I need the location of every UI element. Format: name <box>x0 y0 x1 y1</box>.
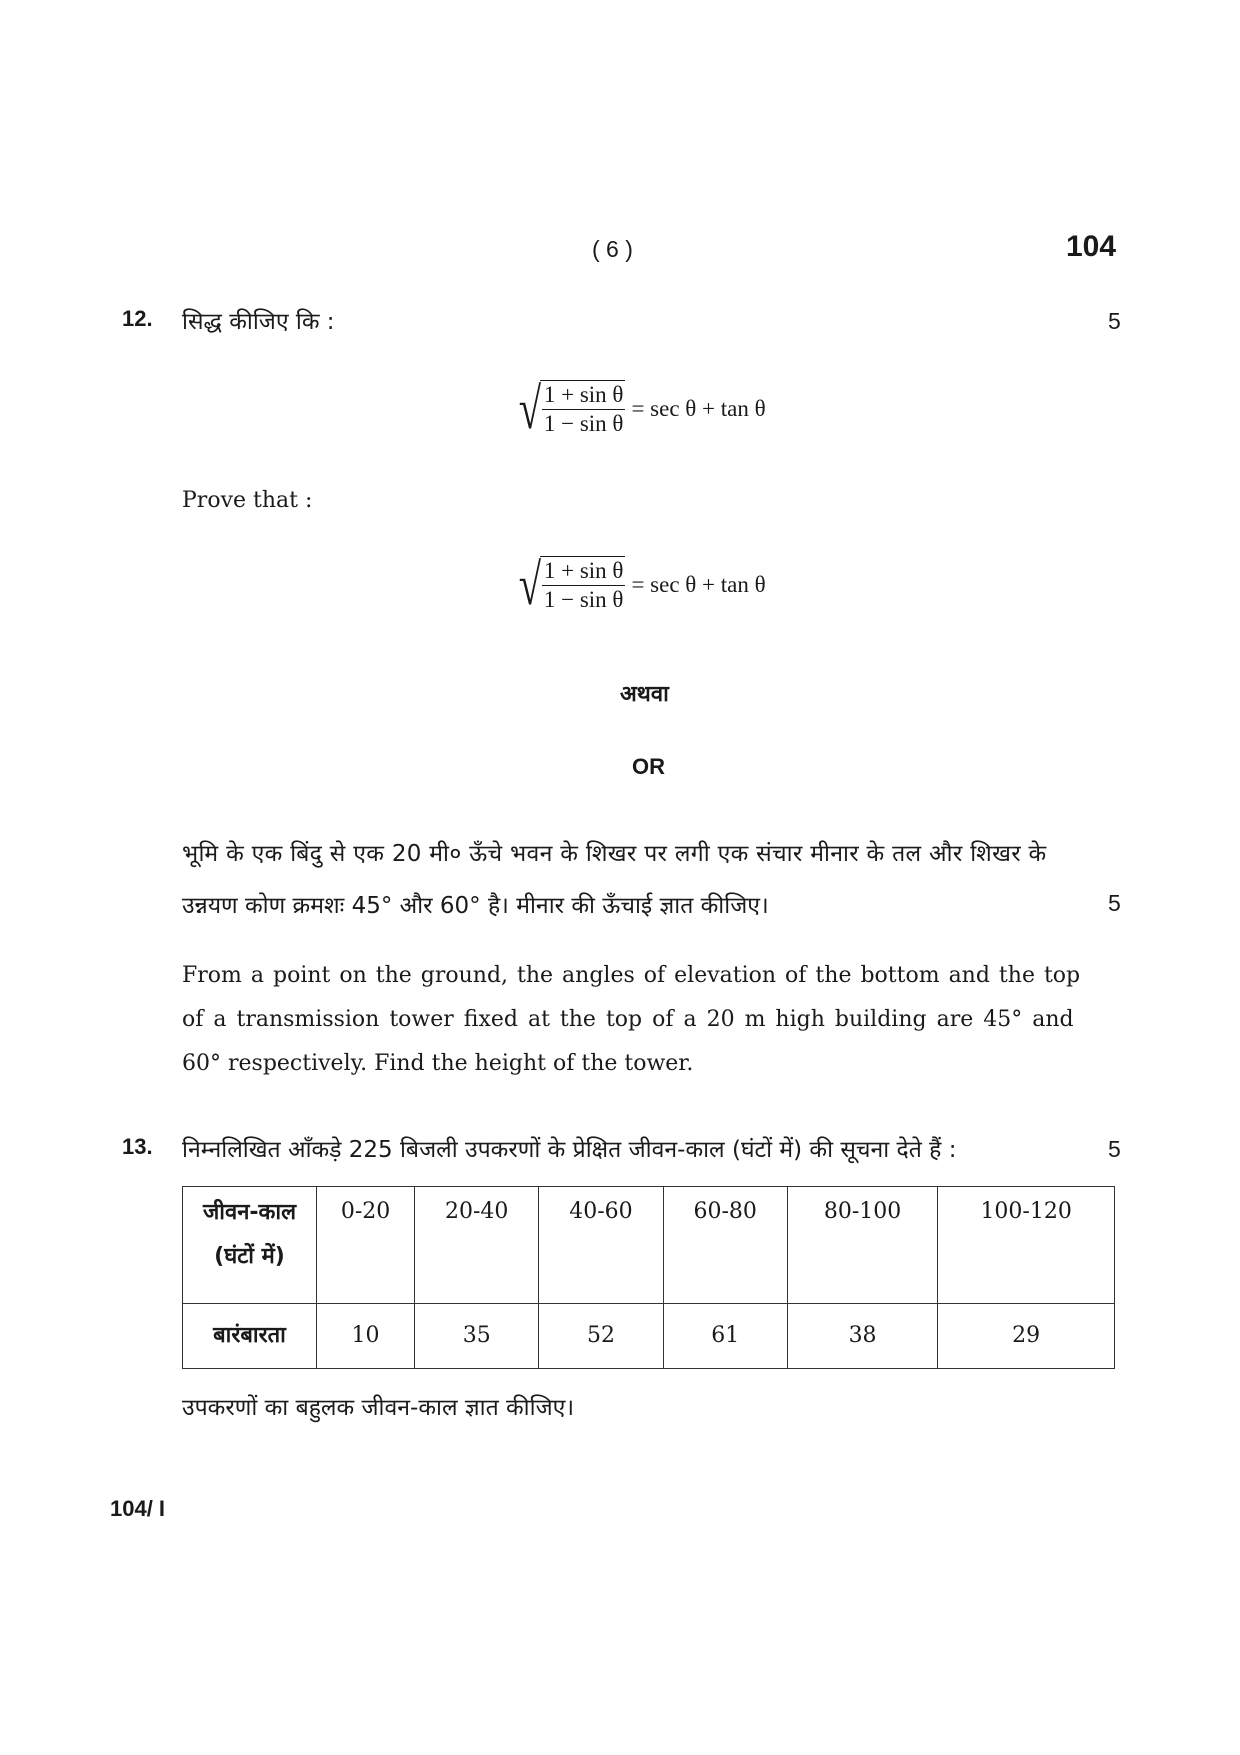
or-hindi: अथवा <box>620 682 669 707</box>
table-cell-interval: 100-120 <box>938 1187 1115 1304</box>
table-row-frequency <box>183 1304 1115 1369</box>
table-header-lifetime <box>183 1187 317 1304</box>
question-13-question: उपकरणों का बहुलक जीवन-काल ज्ञात कीजिए। <box>182 1395 575 1421</box>
alternative-hindi-line-2: उन्नयण कोण क्रमशः 45° और 60° है। मीनार की ऊँचाई ज्ञात कीजिए। <box>182 893 769 919</box>
equation-hindi <box>514 376 766 441</box>
alternative-english-line-2: of a transmission tower fixed at the top of a 20 m high building are 45° and <box>182 1007 1074 1032</box>
table-row-lifetime <box>183 1187 1115 1304</box>
alternative-hindi-line-1: भूमि के एक बिंदु से एक 20 मी० ऊँचे भवन के शिखर पर लगी एक संचार मीनार के तल और शिखर के <box>182 841 1047 867</box>
or-english: OR <box>632 754 665 779</box>
lifetime-label-line-1: जीवन-काल <box>202 1200 297 1225</box>
square-root <box>514 376 625 441</box>
table-cell-frequency: 35 <box>415 1304 539 1369</box>
table-cell-interval: 60-80 <box>663 1187 787 1304</box>
table-cell-interval: 0-20 <box>317 1187 415 1304</box>
question-12-hindi-prompt: सिद्ध कीजिए कि : <box>182 309 335 335</box>
table-cell-frequency: 10 <box>317 1304 415 1369</box>
radical-sign: √ <box>518 552 542 617</box>
equation-english <box>514 552 766 617</box>
square-root <box>514 552 625 617</box>
page-number: ( 6 ) <box>592 236 633 262</box>
table-cell-interval: 20-40 <box>415 1187 539 1304</box>
question-12-number: 12. <box>122 306 153 331</box>
radical-sign: √ <box>518 376 542 441</box>
fraction-numerator: 1 + sin θ <box>542 558 626 586</box>
lifetime-label-line-2: (घंटों में) <box>214 1244 285 1269</box>
question-12-marks: 5 <box>1108 308 1121 334</box>
alternative-english-line-1: From a point on the ground, the angles of elevation of the bottom and the top <box>182 963 1081 988</box>
equation-rhs: = sec θ + tan θ <box>631 572 766 597</box>
lifetime-frequency-table <box>182 1186 1115 1369</box>
question-13-marks: 5 <box>1108 1136 1121 1162</box>
fraction-numerator: 1 + sin θ <box>542 382 626 410</box>
radicand <box>540 380 626 438</box>
question-13-number: 13. <box>122 1134 153 1159</box>
table-cell-interval: 80-100 <box>787 1187 937 1304</box>
paper-code: 104 <box>1066 230 1117 263</box>
table-cell-frequency: 38 <box>787 1304 937 1369</box>
table-cell-frequency: 52 <box>539 1304 663 1369</box>
radicand <box>540 556 626 614</box>
alternative-english-line-3: 60° respectively. Find the height of the tower. <box>182 1051 694 1076</box>
table-cell-frequency: 29 <box>938 1304 1115 1369</box>
table-cell-interval: 40-60 <box>539 1187 663 1304</box>
footer-code: 104/ I <box>110 1496 166 1521</box>
table-cell-frequency: 61 <box>663 1304 787 1369</box>
question-13-hindi-prompt: निम्नलिखित आँकड़े 225 बिजली उपकरणों के प्रेक्षित जीवन-काल (घंटों में) की सूचना देते हैं : <box>182 1137 957 1163</box>
alternative-marks: 5 <box>1108 890 1121 916</box>
fraction <box>542 382 626 437</box>
fraction-denominator: 1 − sin θ <box>543 587 624 612</box>
fraction-denominator: 1 − sin θ <box>543 411 624 436</box>
table-header-frequency: बारंबारता <box>183 1304 317 1369</box>
question-12-english-prompt: Prove that : <box>182 488 313 513</box>
fraction <box>542 558 626 613</box>
equation-rhs: = sec θ + tan θ <box>631 396 766 421</box>
